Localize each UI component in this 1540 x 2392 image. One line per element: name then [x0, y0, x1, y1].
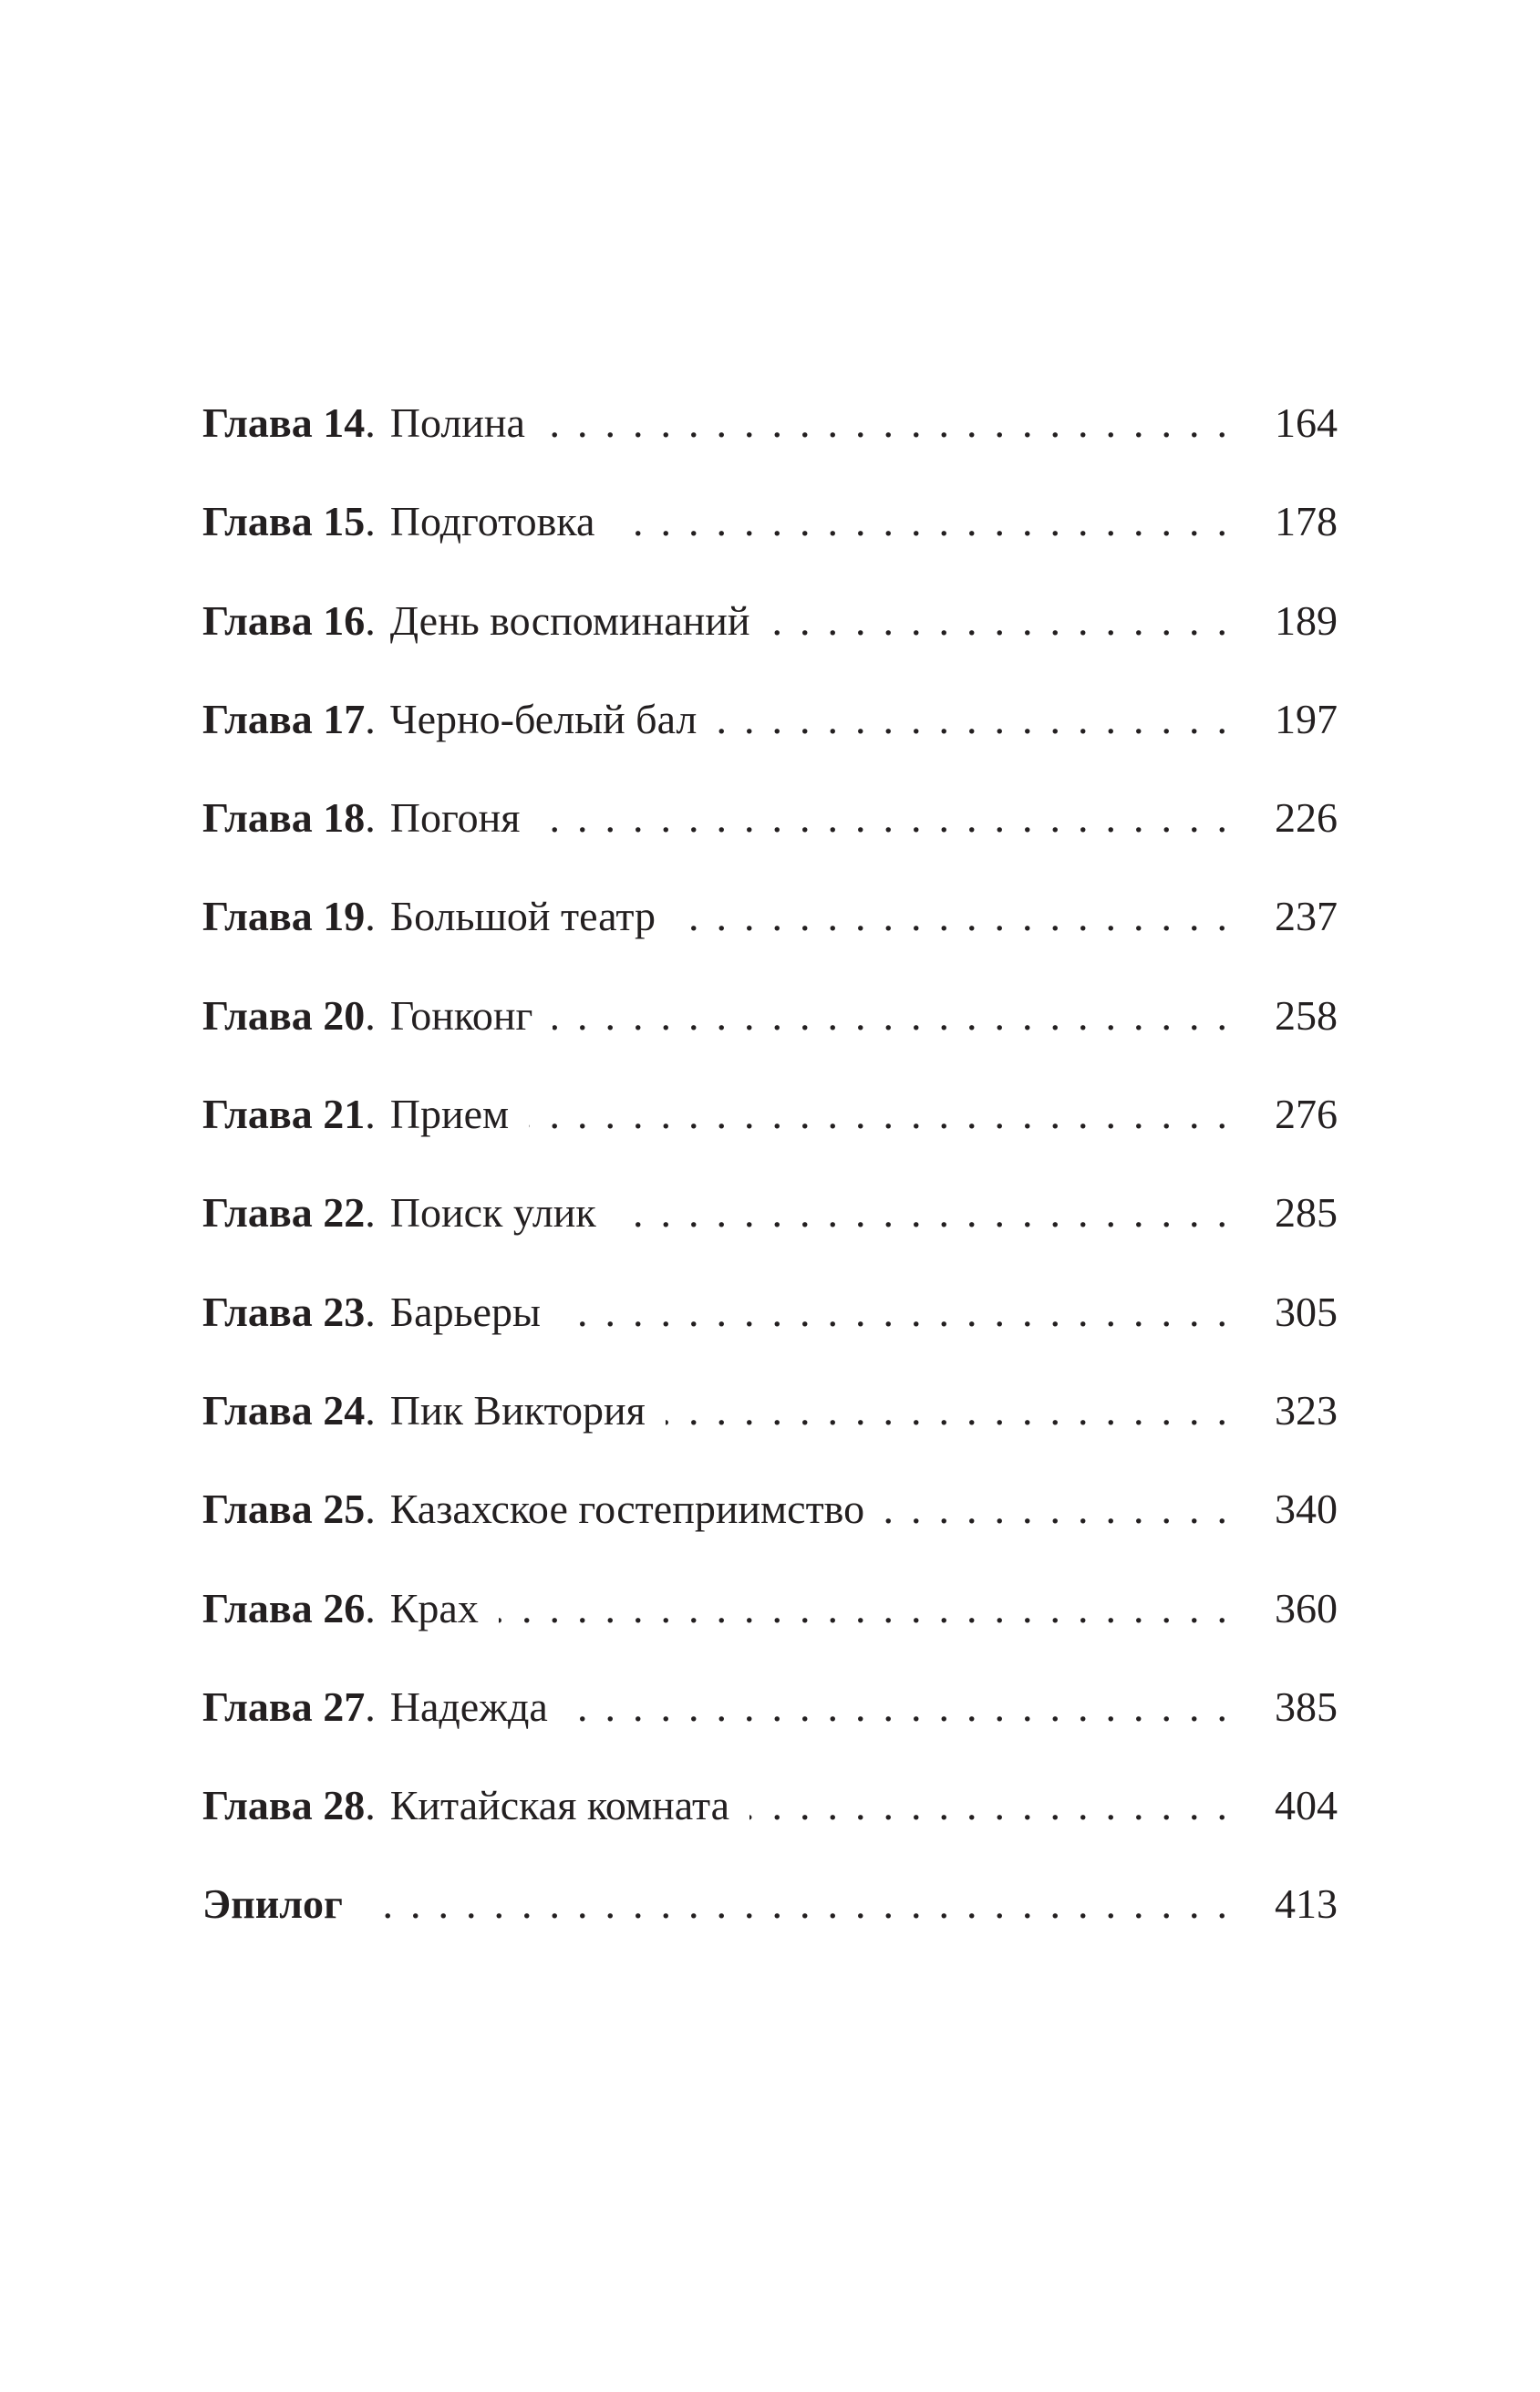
chapter-label: Глава 15 — [202, 498, 366, 545]
leader-dots — [666, 1362, 1245, 1460]
leader-dots — [529, 1065, 1245, 1164]
toc-entry — [202, 374, 1338, 472]
table-of-contents — [202, 374, 1338, 1954]
page-number: 385 — [1275, 1683, 1338, 1730]
chapter-label: Глава 20 — [202, 991, 366, 1039]
chapter-label: Глава 19 — [202, 893, 366, 940]
chapter-label-punct: . — [365, 1683, 376, 1730]
toc-entry — [202, 1559, 1338, 1658]
toc-entry — [202, 1263, 1338, 1362]
toc-entry — [202, 472, 1338, 571]
chapter-title: Надежда — [389, 1683, 548, 1730]
chapter-label-punct: . — [365, 1288, 376, 1335]
chapter-label: Глава 18 — [202, 794, 366, 842]
chapter-label: Глава 26 — [202, 1584, 366, 1631]
toc-entry — [202, 670, 1338, 769]
toc-entry — [202, 769, 1338, 867]
page-number: 189 — [1275, 596, 1338, 644]
chapter-label: Глава 21 — [202, 1091, 366, 1138]
page-number: 164 — [1275, 399, 1338, 446]
leader-dots — [561, 1263, 1245, 1362]
page-number: 197 — [1275, 695, 1338, 742]
toc-entry — [202, 1362, 1338, 1460]
page-number: 285 — [1275, 1189, 1338, 1237]
page-number: 323 — [1275, 1386, 1338, 1434]
toc-entry — [202, 967, 1338, 1065]
leader-dots — [749, 1756, 1245, 1855]
chapter-title: Черно-белый бал — [389, 695, 698, 742]
chapter-title: Пик Виктория — [389, 1386, 646, 1434]
chapter-title: Прием — [389, 1091, 510, 1138]
chapter-label: Глава 24 — [202, 1386, 366, 1434]
page-number: 226 — [1275, 794, 1338, 842]
page-number: 237 — [1275, 893, 1338, 940]
toc-entry — [202, 1460, 1338, 1558]
leader-dots — [540, 769, 1245, 867]
page-number: 178 — [1275, 498, 1338, 545]
chapter-title: Полина — [389, 399, 525, 446]
leader-dots — [717, 670, 1245, 769]
chapter-label: Глава 27 — [202, 1683, 366, 1730]
leader-dots — [545, 374, 1245, 472]
chapter-label-punct: . — [365, 695, 376, 742]
toc-entry — [202, 867, 1338, 966]
leader-dots — [676, 867, 1245, 966]
chapter-label-punct: . — [365, 498, 376, 545]
chapter-title: Казахское гостеприимство — [389, 1486, 865, 1533]
leader-dots — [568, 1658, 1245, 1756]
chapter-label-punct: . — [365, 1584, 376, 1631]
chapter-label-punct: . — [365, 1486, 376, 1533]
chapter-label: Глава 17 — [202, 695, 366, 742]
page-number: 340 — [1275, 1486, 1338, 1533]
toc-entry-epilogue — [202, 1855, 1338, 1953]
leader-dots — [616, 1164, 1245, 1262]
chapter-label: Глава 25 — [202, 1486, 366, 1533]
chapter-title: Погоня — [389, 794, 521, 842]
toc-entry — [202, 1164, 1338, 1262]
leader-dots — [770, 572, 1245, 670]
leader-dots — [499, 1559, 1245, 1658]
chapter-title: Подготовка — [389, 498, 595, 545]
chapter-title: Китайская комната — [389, 1782, 730, 1829]
toc-entry — [202, 1756, 1338, 1855]
chapter-label-punct: . — [365, 991, 376, 1039]
chapter-label-punct: . — [365, 399, 376, 446]
leader-dots — [884, 1460, 1245, 1558]
chapter-title: День воспоминаний — [389, 596, 750, 644]
page-number: 276 — [1275, 1091, 1338, 1138]
chapter-title: Крах — [389, 1584, 479, 1631]
chapter-label: Глава 22 — [202, 1189, 366, 1237]
chapter-label: Глава 16 — [202, 596, 366, 644]
toc-entry — [202, 1658, 1338, 1756]
page-number: 360 — [1275, 1584, 1338, 1631]
page-number: 305 — [1275, 1288, 1338, 1335]
chapter-label-punct: . — [365, 794, 376, 842]
toc-entry — [202, 1065, 1338, 1164]
chapter-label-punct: . — [365, 1386, 376, 1434]
chapter-title: Барьеры — [389, 1288, 541, 1335]
chapter-label-punct: . — [365, 1091, 376, 1138]
chapter-label: Глава 23 — [202, 1288, 366, 1335]
toc-entry — [202, 572, 1338, 670]
leader-dots — [377, 1855, 1245, 1953]
leader-dots — [615, 472, 1245, 571]
chapter-title: Большой театр — [389, 893, 656, 940]
leader-dots — [553, 967, 1245, 1065]
chapter-label: Глава 28 — [202, 1782, 366, 1829]
chapter-title: Гонконг — [389, 991, 533, 1039]
page-number: 413 — [1275, 1880, 1338, 1928]
chapter-label: Глава 14 — [202, 399, 366, 446]
chapter-label-punct: . — [365, 893, 376, 940]
chapter-title: Поиск улик — [389, 1189, 596, 1237]
chapter-label: Эпилог — [202, 1880, 343, 1928]
chapter-label-punct: . — [365, 1189, 376, 1237]
chapter-label-punct: . — [365, 596, 376, 644]
chapter-label-punct: . — [365, 1782, 376, 1829]
page-number: 404 — [1275, 1782, 1338, 1829]
page-number: 258 — [1275, 991, 1338, 1039]
